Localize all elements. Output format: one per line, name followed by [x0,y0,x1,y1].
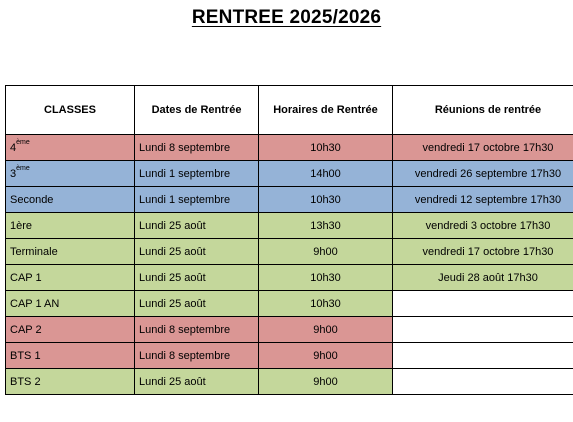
cell-date: Lundi 8 septembre [135,135,259,161]
schedule-table [5,85,573,395]
cell-class [6,369,135,395]
class-name: CAP 1 AN [10,297,60,310]
table-body [6,135,573,395]
table-row [6,343,573,369]
class-superscript: ème [16,164,30,172]
class-name: 1ère [10,219,33,232]
cell-date: Lundi 8 septembre [135,343,259,369]
header-classes: CLASSES [6,86,135,135]
class-name: CAP 2 [10,323,42,336]
cell-meeting [393,343,573,369]
cell-meeting [393,317,573,343]
cell-class [6,291,135,317]
cell-hour: 10h30 [259,265,393,291]
cell-date: Lundi 25 août [135,213,259,239]
table-row [6,213,573,239]
cell-class [6,187,135,213]
cell-hour: 10h30 [259,187,393,213]
table-row [6,317,573,343]
cell-date: Lundi 25 août [135,239,259,265]
cell-hour: 9h00 [259,239,393,265]
cell-meeting: Jeudi 28 août 17h30 [393,265,573,291]
class-name: 3 [10,167,17,180]
cell-meeting: vendredi 12 septembre 17h30 [393,187,573,213]
cell-hour: 9h00 [259,343,393,369]
table-row [6,239,573,265]
cell-hour: 14h00 [259,161,393,187]
cell-hour: 9h00 [259,317,393,343]
class-name: BTS 2 [10,375,41,388]
cell-meeting: vendredi 17 octobre 17h30 [393,239,573,265]
class-name: CAP 1 [10,271,42,284]
class-name: Terminale [10,245,58,258]
document-title: RENTREE 2025/2026 [191,7,382,28]
cell-date: Lundi 25 août [135,265,259,291]
cell-meeting [393,291,573,317]
cell-date: Lundi 1 septembre [135,161,259,187]
cell-class [6,317,135,343]
cell-hour: 13h30 [259,213,393,239]
cell-meeting: vendredi 26 septembre 17h30 [393,161,573,187]
cell-class [6,213,135,239]
cell-class [6,343,135,369]
cell-hour: 10h30 [259,135,393,161]
class-name: Seconde [10,193,54,206]
cell-meeting [393,369,573,395]
header-hours: Horaires de Rentrée [259,86,393,135]
class-superscript: ème [16,138,30,146]
cell-hour: 10h30 [259,291,393,317]
table-row [6,161,573,187]
table-row [6,135,573,161]
cell-class [6,265,135,291]
header-meetings: Réunions de rentrée [393,86,573,135]
cell-meeting: vendredi 17 octobre 17h30 [393,135,573,161]
table-row [6,291,573,317]
cell-class [6,135,135,161]
cell-date: Lundi 8 septembre [135,317,259,343]
class-name: 4 [10,141,17,154]
table-header-row [6,86,573,135]
cell-class [6,161,135,187]
table-row [6,265,573,291]
header-dates: Dates de Rentrée [135,86,259,135]
cell-date: Lundi 25 août [135,291,259,317]
table-row [6,187,573,213]
class-name: BTS 1 [10,349,41,362]
table-row [6,369,573,395]
cell-date: Lundi 25 août [135,369,259,395]
cell-date: Lundi 1 septembre [135,187,259,213]
cell-hour: 9h00 [259,369,393,395]
cell-meeting: vendredi 3 octobre 17h30 [393,213,573,239]
cell-class [6,239,135,265]
